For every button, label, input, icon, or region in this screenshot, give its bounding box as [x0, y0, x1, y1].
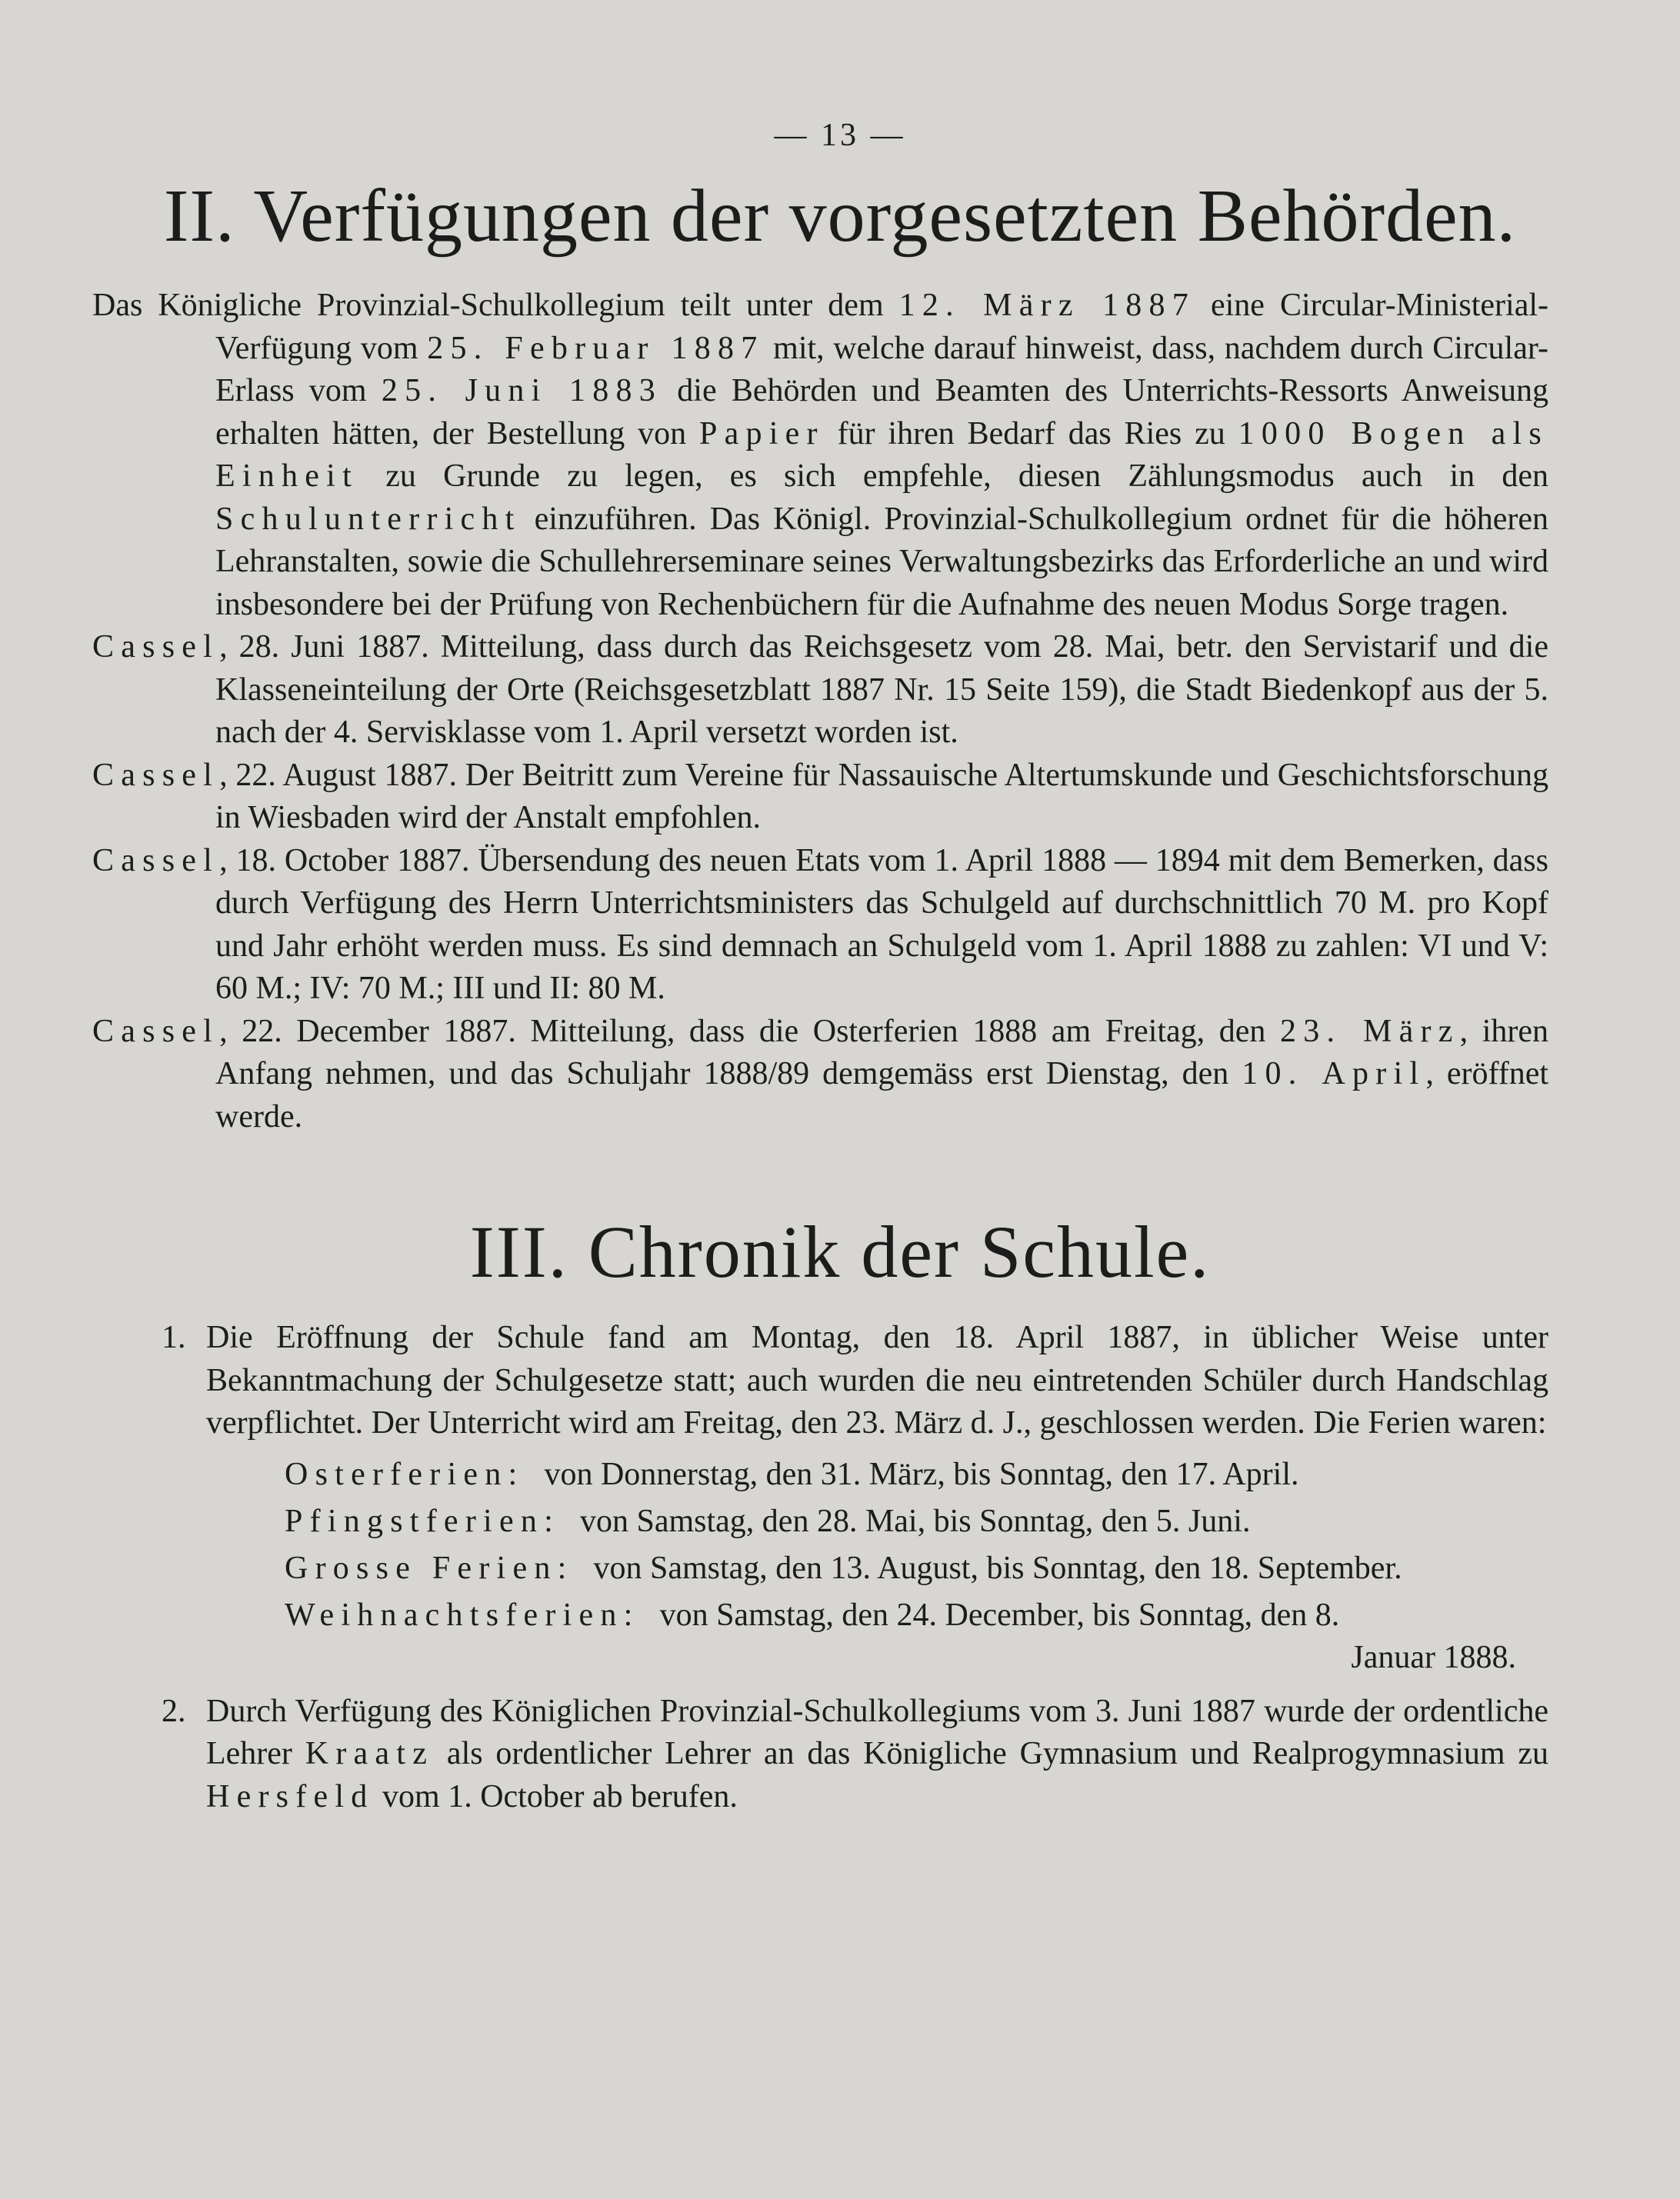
- section-2-body: [92, 285, 1548, 1138]
- entry-text: die Behörden und Beamten des Unterrichts-Ressorts Anweisung erhalten hätten, der Bestellung von: [215, 373, 1548, 451]
- entry-text: , 28. Juni 1887. Mitteilung, dass durch das Reichsgesetz vom 28. Mai, betr. den Servistarif und die Klasseneinteilung der Orte (Reichsgesetzblatt 1887 Nr. 15 Seite 159), die Stadt Biedenkopf aus der 5. nach der 4. Servisklasse vom 1. April versetzt worden ist.: [215, 629, 1548, 750]
- holiday-name: Weihnachtsferien:: [285, 1597, 640, 1633]
- spaced-emphasis: Kraatz: [305, 1736, 435, 1771]
- entry-text: für ihren Bedarf das Ries zu: [824, 415, 1238, 451]
- holiday-dates: von Samstag, den 13. August, bis Sonntag, den 18. September.: [593, 1550, 1402, 1586]
- entry-text: , 22. August 1887. Der Beitritt zum Vereine für Nassauische Altertumskunde und Geschichtsforschung in Wiesbaden wird der Anstalt empfohlen.: [215, 757, 1548, 835]
- holiday-row: [285, 1498, 1548, 1545]
- holiday-dates: von Samstag, den 28. Mai, bis Sonntag, den 5. Juni.: [579, 1503, 1251, 1539]
- spaced-emphasis: 12. März 1887: [898, 288, 1195, 323]
- chronicle-item-2: [92, 1691, 1548, 1819]
- spaced-emphasis: Papier: [698, 415, 825, 451]
- holiday-row: [285, 1545, 1548, 1592]
- item-text: Durch Verfügung des Königlichen Provinzial-Schulkollegiums vom 3. Juni 1887 wurde der ordentliche Lehrer: [206, 1693, 1548, 1771]
- entry-lead: Cassel: [92, 1013, 220, 1049]
- entry-text: eine Circular-Ministerial-Verfügung vom: [215, 288, 1549, 366]
- item-number: 1.: [162, 1320, 186, 1355]
- entry-text: Königliche Provinzial-Schulkollegium teilt unter dem: [142, 288, 899, 323]
- spaced-emphasis: 23. März: [1279, 1013, 1460, 1049]
- section-3-heading: III. Chronik der Schule.: [469, 1211, 1211, 1293]
- page-number: — 13 —: [774, 118, 906, 153]
- holiday-dates: von Donnerstag, den 31. März, bis Sonntag, den 17. April.: [544, 1456, 1299, 1492]
- holiday-row: [285, 1451, 1548, 1498]
- spaced-emphasis: 25. Juni 1883: [381, 373, 663, 408]
- section-3-body: [92, 1317, 1548, 1818]
- entry-lead: Das: [92, 288, 143, 323]
- entry-text: , 22. December 1887. Mitteilung, dass die Osterferien 1888 am Freitag, den: [219, 1013, 1280, 1049]
- spaced-emphasis: 10. April: [1242, 1056, 1426, 1091]
- entry-text: mit, welche darauf hinweist, dass, nachdem durch Circular-Erlass vom: [215, 330, 1548, 408]
- spaced-emphasis: Hersfeld: [206, 1778, 375, 1814]
- section-2-heading: II. Verfügungen der vorgesetzten Behörden.: [163, 175, 1517, 258]
- ordinance-entry: [92, 1011, 1548, 1139]
- entry-text: , eröffnet werde.: [215, 1056, 1549, 1134]
- ordinance-entry: [92, 840, 1548, 1011]
- ordinance-entry: [92, 626, 1548, 755]
- holiday-row: [285, 1592, 1548, 1681]
- spaced-emphasis: Schulunterricht: [215, 501, 522, 537]
- spaced-emphasis: 25. Februar 1887: [427, 330, 765, 366]
- ordinance-entry: [92, 285, 1548, 626]
- entry-text: zu Grunde zu legen, es sich empfehle, diesen Zählungsmodus auch in den: [358, 458, 1548, 494]
- holiday-dates: von Samstag, den 24. December, bis Sonntag, den 8.: [659, 1597, 1340, 1633]
- holiday-name: Osterferien:: [285, 1456, 525, 1492]
- item-number: 2.: [162, 1693, 186, 1729]
- spaced-emphasis: 1000 Bogen als Einheit: [215, 415, 1548, 494]
- entry-lead: Cassel: [92, 842, 220, 878]
- entry-text: , ihren Anfang nehmen, und das Schuljahr 1888/89 demgemäss erst Dienstag, den: [215, 1013, 1548, 1091]
- holiday-list: [92, 1451, 1548, 1681]
- holiday-dates-continued: Januar 1888.: [1351, 1639, 1516, 1675]
- entry-lead: Cassel: [92, 629, 220, 665]
- chronicle-item-1: [92, 1317, 1548, 1445]
- holiday-name: Pfingstferien:: [285, 1503, 560, 1539]
- ordinance-entry: [92, 755, 1548, 840]
- entry-text: , 18. October 1887. Übersendung des neuen Etats vom 1. April 1888 — 1894 mit dem Bemerken, dass durch Verfügung des Herrn Unterrichtsministers das Schulgeld auf durchschnittlich 70 M. pro Kopf und Jahr erhöht werden muss. Es sind demnach an Schulgeld vom 1. April 1888 zu zahlen: VI und V: 60 M.; IV: 70 M.; III und II: 80 M.: [215, 842, 1548, 1006]
- item-text: Die Eröffnung der Schule fand am Montag, den 18. April 1887, in üblicher Weise unter Bekanntmachung der Schulgesetze statt; auch wurden die neu eintretenden Schüler durch Handschlag verpflichtet. Der Unterricht wird am Freitag, den 23. März d. J., geschlossen werden. Die Ferien waren:: [206, 1320, 1548, 1441]
- entry-text: einzuführen. Das Königl. Provinzial-Schulkollegium ordnet für die höheren Lehranstalten, sowie die Schullehrerseminare seines Verwaltungsbezirks das Erforderliche an und wird insbesondere bei der Prüfung von Rechenbüchern für die Aufnahme des neuen Modus Sorge tragen.: [215, 501, 1548, 622]
- entry-lead: Cassel: [92, 757, 220, 793]
- item-text: als ordentlicher Lehrer an das Königliche Gymnasium und Realprogymnasium zu: [434, 1736, 1548, 1771]
- holiday-name: Grosse Ferien:: [285, 1550, 574, 1586]
- item-text: vom 1. October ab berufen.: [374, 1778, 738, 1814]
